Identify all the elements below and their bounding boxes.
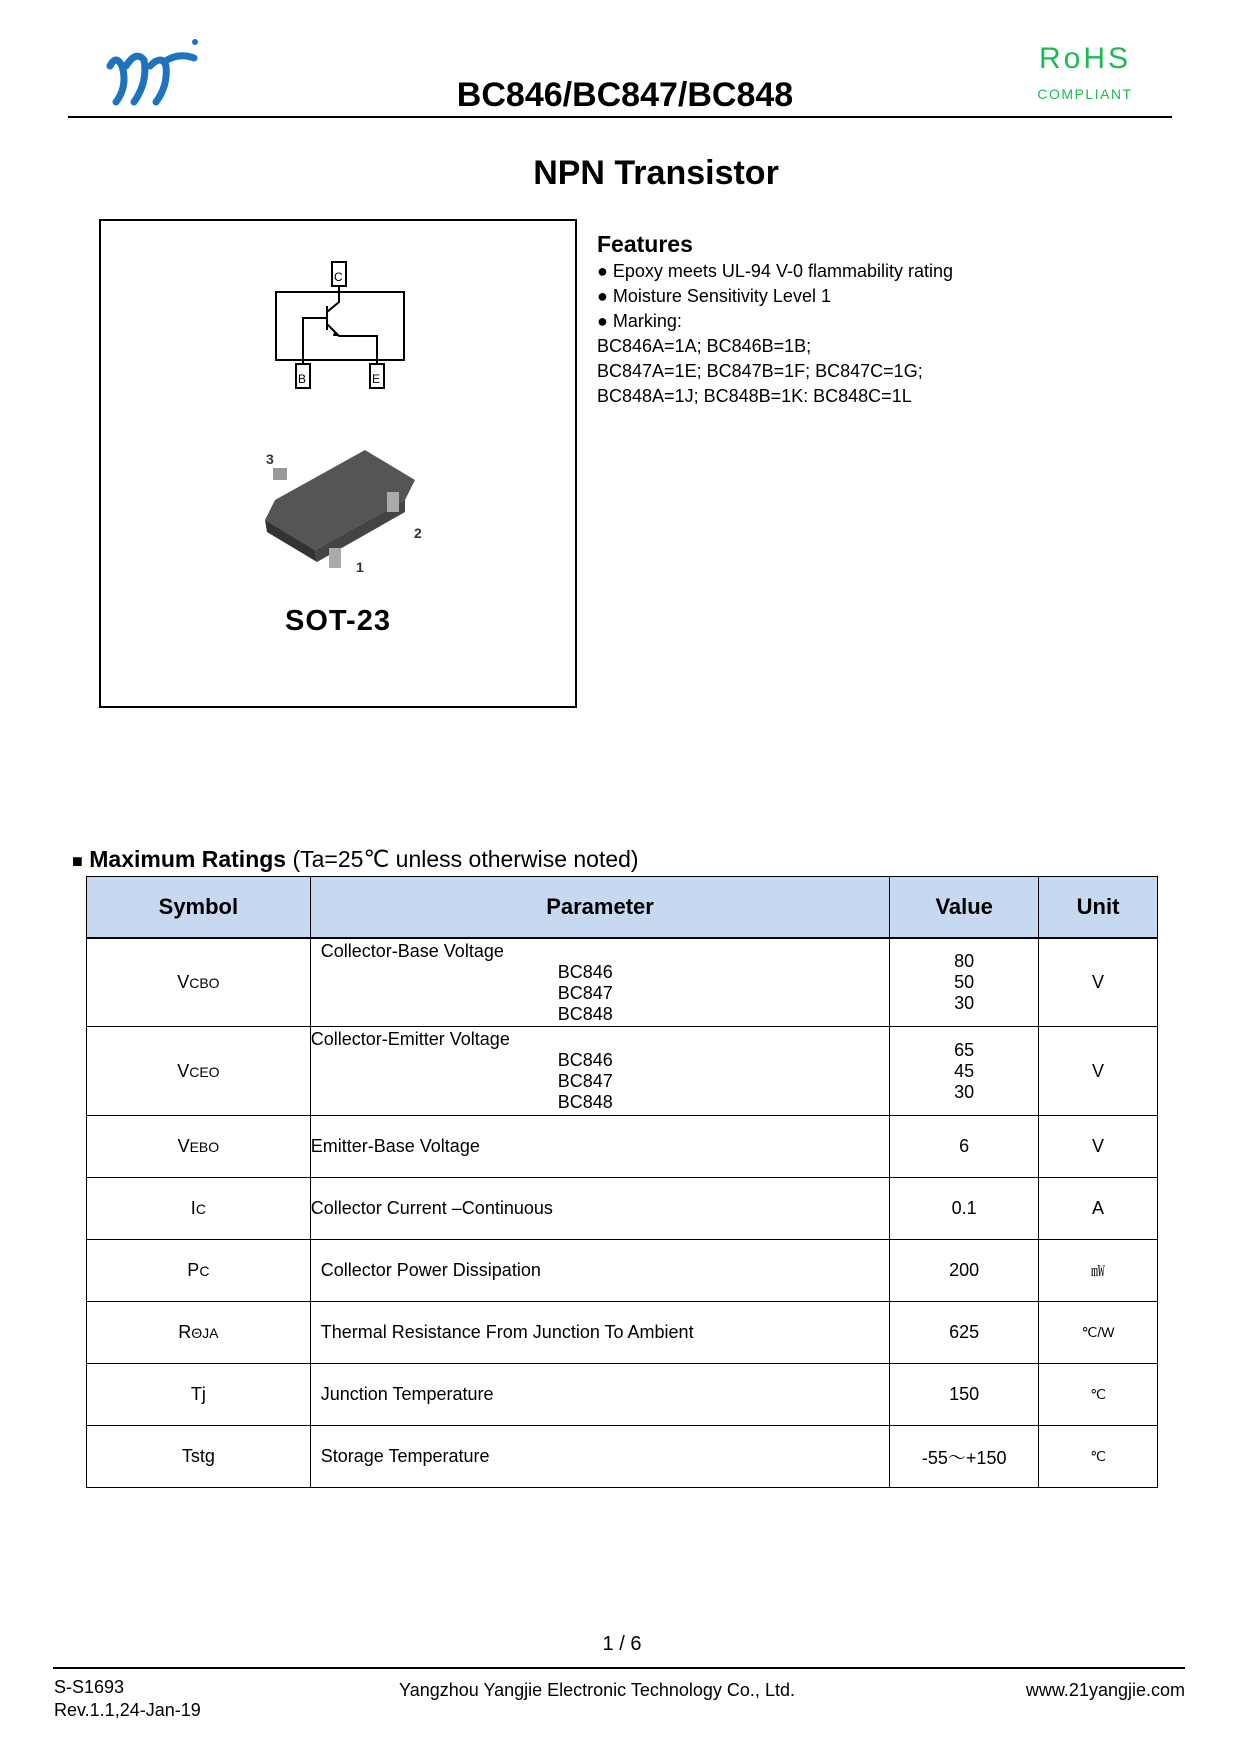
symbol: V [177, 1136, 190, 1156]
document-title: BC846/BC847/BC848 [456, 76, 794, 114]
parameter-cell: Storage Temperature [310, 1426, 890, 1488]
value: 30 [954, 1081, 975, 1102]
table-header-row [87, 877, 1158, 939]
page-subtitle: NPN Transistor [533, 154, 779, 192]
parameter-cell: Thermal Resistance From Junction To Ambient [310, 1302, 890, 1364]
pin-c-label: C [334, 270, 343, 284]
bullet-icon: ■ [72, 851, 83, 871]
symbol-subscript: ΘJA [191, 1325, 219, 1341]
header-unit: Unit [1039, 877, 1158, 939]
document-number: S-S1693 [54, 1677, 125, 1697]
part: BC846 [557, 961, 613, 982]
value-cell: -55～+150 [890, 1426, 1039, 1488]
table-row [87, 1302, 1158, 1364]
feature-item: ● Epoxy meets UL-94 V-0 flammability rating [597, 261, 954, 281]
symbol-cell [87, 1027, 311, 1116]
rohs-compliant-label: COMPLIANT [1037, 86, 1133, 102]
value-cell: 0.1 [890, 1178, 1039, 1240]
symbol-subscript: CBO [189, 975, 220, 991]
pin1-label: 1 [356, 559, 364, 575]
symbol-subscript: C [199, 1263, 210, 1279]
value-cell: 625 [890, 1302, 1039, 1364]
symbol-subscript: CEO [189, 1063, 220, 1080]
unit-cell: A [1039, 1178, 1158, 1240]
symbol-cell [87, 1116, 311, 1178]
parameter: Collector-Emitter Voltage [310, 1029, 510, 1049]
value: 45 [954, 1060, 975, 1081]
header-symbol: Symbol [87, 877, 311, 939]
marking-line: BC846A=1A; BC846B=1B; [597, 336, 812, 356]
parameter-cell: Junction Temperature [310, 1364, 890, 1426]
value-cell: 6 [890, 1116, 1039, 1178]
symbol: I [190, 1198, 196, 1218]
table-row [87, 1240, 1158, 1302]
ratings-note: (Ta=25℃ unless otherwise noted) [292, 846, 639, 872]
symbol-cell [87, 1364, 311, 1426]
value: 65 [954, 1039, 975, 1060]
parameter-cell: Emitter-Base Voltage [310, 1116, 890, 1178]
value-cell: 200 [890, 1240, 1039, 1302]
symbol-cell [87, 1240, 311, 1302]
symbol-cell [87, 938, 311, 1027]
package-name: SOT-23 [285, 605, 391, 637]
value-cell: 150 [890, 1364, 1039, 1426]
website-link[interactable]: www.21yangjie.com [1025, 1680, 1185, 1700]
header-parameter: Parameter [310, 877, 890, 939]
revision: Rev.1.1,24-Jan-19 [54, 1700, 201, 1720]
part: BC848 [557, 1003, 613, 1024]
value: 30 [954, 993, 975, 1013]
features-section [597, 229, 953, 409]
parameter-cell [310, 938, 890, 1027]
symbol-cell [87, 1302, 311, 1364]
rohs-logo: RoHS [1038, 42, 1132, 75]
symbol: Tj [190, 1384, 206, 1404]
sot23-package-image [255, 420, 435, 580]
unit-cell: V [1039, 1116, 1158, 1178]
symbol: Tstg [181, 1446, 215, 1466]
unit-cell: ㎽ [1039, 1240, 1158, 1302]
value: 80 [954, 951, 975, 971]
unit-cell: V [1039, 1027, 1158, 1116]
symbol-subscript: EBO [189, 1139, 220, 1155]
pin2-label: 2 [414, 525, 422, 541]
part: BC848 [557, 1092, 613, 1112]
part: BC846 [557, 1050, 613, 1070]
table-row [87, 1116, 1158, 1178]
parameter-cell: Collector Current –Continuous [310, 1178, 890, 1240]
value: 50 [954, 972, 975, 992]
maximum-ratings-table [86, 876, 1158, 1488]
table-row [87, 938, 1158, 1027]
feature-item: ● Moisture Sensitivity Level 1 [597, 286, 831, 306]
features-title: Features [597, 231, 693, 257]
ratings-heading [72, 846, 639, 873]
symbol-cell [87, 1178, 311, 1240]
value-cell [890, 1027, 1039, 1116]
ratings-title: Maximum Ratings [89, 846, 287, 872]
header-divider [68, 116, 1172, 118]
unit-cell: V [1039, 938, 1158, 1027]
table-row [87, 1178, 1158, 1240]
symbol: V [177, 972, 190, 992]
npn-schematic-symbol [270, 258, 410, 390]
parameter: Collector-Base Voltage [320, 940, 504, 961]
symbol: R [178, 1322, 192, 1342]
company-name: Yangzhou Yangjie Electronic Technology Co., Ltd. [399, 1680, 795, 1700]
unit-cell: ℃ [1039, 1364, 1158, 1426]
unit-cell: ℃/W [1039, 1302, 1158, 1364]
symbol-cell [87, 1426, 311, 1488]
symbol-subscript: C [195, 1201, 206, 1217]
symbol: P [187, 1260, 200, 1280]
table-row [87, 1426, 1158, 1488]
pin-e-label: E [372, 372, 381, 386]
feature-item: ● Marking: [597, 311, 682, 331]
table-row [87, 1027, 1158, 1116]
header-value: Value [890, 877, 1039, 939]
parameter-cell [310, 1027, 890, 1116]
pin-b-label: B [298, 372, 307, 386]
symbol: V [177, 1060, 190, 1081]
table-row [87, 1364, 1158, 1426]
footer-divider [53, 1667, 1185, 1669]
parameter-cell: Collector Power Dissipation [310, 1240, 890, 1302]
pin3-label: 3 [266, 451, 274, 467]
part: BC847 [557, 982, 613, 1003]
marking-line: BC848A=1J; BC848B=1K: BC848C=1L [597, 386, 912, 406]
value-cell [890, 938, 1039, 1027]
part: BC847 [557, 1071, 613, 1091]
unit-cell: ℃ [1039, 1426, 1158, 1488]
page-number: 1 / 6 [602, 1633, 642, 1655]
marking-line: BC847A=1E; BC847B=1F; BC847C=1G; [597, 361, 923, 381]
